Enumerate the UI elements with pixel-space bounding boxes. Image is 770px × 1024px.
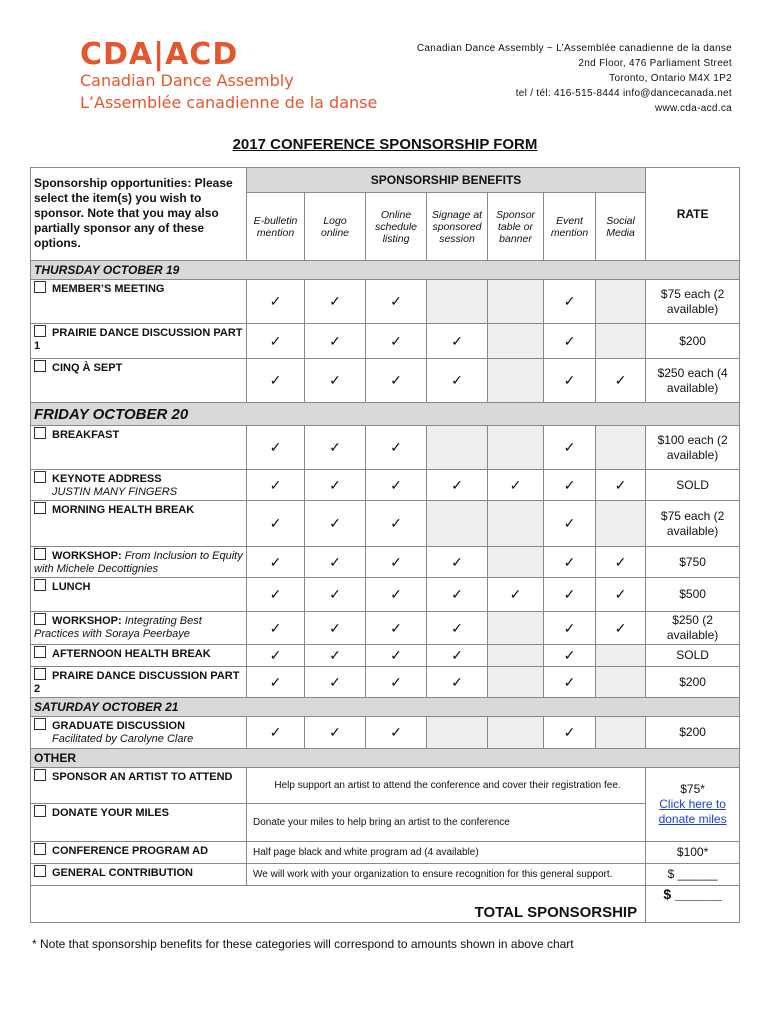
checkmark: ✓ <box>427 645 488 667</box>
checkbox[interactable] <box>34 718 46 730</box>
table-row: MORNING HEALTH BREAK ✓ ✓ ✓ ✓ $75 each (2 available) <box>31 501 740 547</box>
empty-cell <box>596 426 646 470</box>
checkmark: ✓ <box>247 717 305 749</box>
checkmark: ✓ <box>366 547 427 578</box>
checkmark: ✓ <box>544 717 596 749</box>
checkmark: ✓ <box>596 470 646 501</box>
checkmark: ✓ <box>305 578 366 612</box>
table-row: CINQ À SEPT ✓ ✓ ✓ ✓ ✓ ✓ $250 each (4 available) <box>31 359 740 403</box>
checkmark: ✓ <box>427 578 488 612</box>
section-friday: FRIDAY OCTOBER 20 <box>31 403 740 426</box>
address-line: Canadian Dance Assembly ~ L’Assemblée canadienne de la danse <box>416 43 732 54</box>
sponsorship-table <box>30 167 740 923</box>
empty-cell <box>596 280 646 324</box>
checkbox[interactable] <box>34 427 46 439</box>
logo-mark: CDA|ACD <box>80 37 239 72</box>
checkmark: ✓ <box>305 667 366 698</box>
empty-cell <box>488 667 544 698</box>
intro-text: Sponsorship opportunities: Please select the item(s) you wish to sponsor. Note that you may also partially sponsor any of these options. <box>31 168 247 261</box>
table-row: PRAIRE DANCE DISCUSSION PART 2 ✓ ✓ ✓ ✓ ✓ $200 <box>31 667 740 698</box>
table-row: DONATE YOUR MILES Donate your miles to help bring an artist to the conference <box>31 804 740 842</box>
benefit-col: Logo online <box>305 193 366 261</box>
checkmark: ✓ <box>366 280 427 324</box>
empty-cell <box>488 426 544 470</box>
checkmark: ✓ <box>544 612 596 645</box>
checkmark: ✓ <box>366 645 427 667</box>
checkmark: ✓ <box>596 578 646 612</box>
table-row: SPONSOR AN ARTIST TO ATTEND Help support an artist to attend the conference and cover their registration fee. $75* Click here to donate miles <box>31 768 740 804</box>
address-line: Toronto, Ontario M4X 1P2 <box>609 73 732 84</box>
benefits-header: SPONSORSHIP BENEFITS <box>247 168 646 193</box>
checkbox[interactable] <box>34 843 46 855</box>
benefit-col: Signage at sponsored session <box>427 193 488 261</box>
checkmark: ✓ <box>305 470 366 501</box>
checkbox[interactable] <box>34 646 46 658</box>
checkmark: ✓ <box>305 324 366 359</box>
checkmark: ✓ <box>366 578 427 612</box>
checkmark: ✓ <box>247 470 305 501</box>
total-amount[interactable]: $ ______ <box>646 886 740 923</box>
checkbox[interactable] <box>34 325 46 337</box>
org-name-en: Canadian Dance Assembly <box>80 71 294 90</box>
table-row: GENERAL CONTRIBUTION We will work with your organization to ensure recognition for this general support. $ ______ <box>31 864 740 886</box>
empty-cell <box>488 717 544 749</box>
checkmark: ✓ <box>305 612 366 645</box>
empty-cell <box>488 645 544 667</box>
checkmark: ✓ <box>366 426 427 470</box>
empty-cell <box>427 280 488 324</box>
checkbox[interactable] <box>34 502 46 514</box>
checkbox[interactable] <box>34 471 46 483</box>
checkmark: ✓ <box>366 359 427 403</box>
table-row: GRADUATE DISCUSSION Facilitated by Carolyne Clare ✓ ✓ ✓ ✓ $200 <box>31 717 740 749</box>
checkmark: ✓ <box>427 667 488 698</box>
empty-cell <box>488 501 544 547</box>
checkmark: ✓ <box>366 324 427 359</box>
checkmark: ✓ <box>366 667 427 698</box>
checkbox[interactable] <box>34 613 46 625</box>
checkmark: ✓ <box>366 717 427 749</box>
address-line: www.cda-acd.ca <box>654 103 732 114</box>
checkmark: ✓ <box>247 426 305 470</box>
table-row: WORKSHOP: From Inclusion to Equity with Michele Decottignies ✓ ✓ ✓ ✓ ✓ ✓ $750 <box>31 547 740 578</box>
empty-cell <box>596 645 646 667</box>
checkmark: ✓ <box>366 470 427 501</box>
empty-cell <box>488 280 544 324</box>
checkmark: ✓ <box>247 547 305 578</box>
org-address <box>417 41 732 116</box>
empty-cell <box>488 324 544 359</box>
checkmark: ✓ <box>247 280 305 324</box>
checkmark: ✓ <box>305 645 366 667</box>
table-row: PRAIRIE DANCE DISCUSSION PART 1 ✓ ✓ ✓ ✓ ✓ $200 <box>31 324 740 359</box>
checkmark: ✓ <box>247 501 305 547</box>
checkbox[interactable] <box>34 360 46 372</box>
empty-cell <box>427 426 488 470</box>
checkmark: ✓ <box>596 359 646 403</box>
address-line: 2nd Floor, 476 Parliament Street <box>578 58 732 69</box>
checkmark: ✓ <box>427 612 488 645</box>
address-line: tel / tél: 416-515-8444 info@dancecanada.net <box>515 88 732 99</box>
checkmark: ✓ <box>488 470 544 501</box>
donate-miles-link[interactable]: Click here to donate miles <box>658 797 727 826</box>
checkbox[interactable] <box>34 805 46 817</box>
table-row: CONFERENCE PROGRAM AD Half page black and white program ad (4 available) $100* <box>31 842 740 864</box>
checkmark: ✓ <box>544 667 596 698</box>
form-title: 2017 CONFERENCE SPONSORSHIP FORM <box>232 136 538 153</box>
checkmark: ✓ <box>596 547 646 578</box>
checkmark: ✓ <box>544 501 596 547</box>
checkmark: ✓ <box>544 359 596 403</box>
checkmark: ✓ <box>596 612 646 645</box>
benefit-col: Online schedule listing <box>366 193 427 261</box>
checkmark: ✓ <box>305 501 366 547</box>
checkmark: ✓ <box>247 667 305 698</box>
checkbox[interactable] <box>34 865 46 877</box>
benefit-col: Sponsor table or banner <box>488 193 544 261</box>
footnote: * Note that sponsorship benefits for these categories will correspond to amounts shown in above chart <box>32 937 574 951</box>
empty-cell <box>596 667 646 698</box>
rate-value: $75* <box>680 782 705 796</box>
checkmark: ✓ <box>247 645 305 667</box>
checkmark: ✓ <box>488 578 544 612</box>
rate-header: RATE <box>646 168 740 261</box>
section-other: OTHER <box>31 749 740 768</box>
empty-cell <box>427 717 488 749</box>
general-contribution-amount[interactable]: $ ______ <box>646 864 740 886</box>
checkmark: ✓ <box>305 717 366 749</box>
checkmark: ✓ <box>544 547 596 578</box>
checkmark: ✓ <box>427 547 488 578</box>
total-row <box>31 886 740 923</box>
section-saturday: SATURDAY OCTOBER 21 <box>31 698 740 717</box>
checkmark: ✓ <box>427 470 488 501</box>
checkbox[interactable] <box>34 769 46 781</box>
table-row: MEMBER’S MEETING ✓ ✓ ✓ ✓ $75 each (2 available) <box>31 280 740 324</box>
total-label: TOTAL SPONSORSHIP <box>31 886 646 923</box>
empty-cell <box>596 324 646 359</box>
checkmark: ✓ <box>544 324 596 359</box>
table-row: KEYNOTE ADDRESS JUSTIN MANY FINGERS ✓ ✓ ✓ ✓ ✓ ✓ ✓ SOLD <box>31 470 740 501</box>
checkmark: ✓ <box>305 359 366 403</box>
checkmark: ✓ <box>247 359 305 403</box>
checkbox[interactable] <box>34 548 46 560</box>
table-row: WORKSHOP: Integrating Best Practices with Soraya Peerbaye ✓ ✓ ✓ ✓ ✓ ✓ $250 (2 available) <box>31 612 740 645</box>
checkmark: ✓ <box>305 547 366 578</box>
checkmark: ✓ <box>366 612 427 645</box>
benefit-col: E-bulletin mention <box>247 193 305 261</box>
table-row: AFTERNOON HEALTH BREAK ✓ ✓ ✓ ✓ ✓ SOLD <box>31 645 740 667</box>
checkmark: ✓ <box>544 426 596 470</box>
empty-cell <box>488 612 544 645</box>
checkmark: ✓ <box>305 426 366 470</box>
empty-cell <box>596 717 646 749</box>
benefit-col: Social Media <box>596 193 646 261</box>
checkmark: ✓ <box>247 578 305 612</box>
checkmark: ✓ <box>305 280 366 324</box>
checkmark: ✓ <box>544 470 596 501</box>
section-thursday: THURSDAY OCTOBER 19 <box>31 261 740 280</box>
table-row: LUNCH ✓ ✓ ✓ ✓ ✓ ✓ ✓ $500 <box>31 578 740 612</box>
checkmark: ✓ <box>366 501 427 547</box>
checkbox[interactable] <box>34 579 46 591</box>
checkmark: ✓ <box>247 324 305 359</box>
empty-cell <box>488 547 544 578</box>
empty-cell <box>488 359 544 403</box>
checkmark: ✓ <box>544 280 596 324</box>
checkbox[interactable] <box>34 281 46 293</box>
checkmark: ✓ <box>544 645 596 667</box>
empty-cell <box>596 501 646 547</box>
benefit-col: Event mention <box>544 193 596 261</box>
checkmark: ✓ <box>544 578 596 612</box>
org-name-fr: L’Assemblée canadienne de la danse <box>80 93 378 112</box>
checkmark: ✓ <box>247 612 305 645</box>
table-row: BREAKFAST ✓ ✓ ✓ ✓ $100 each (2 available) <box>31 426 740 470</box>
checkmark: ✓ <box>427 324 488 359</box>
org-logo <box>80 37 378 114</box>
checkbox[interactable] <box>34 668 46 680</box>
empty-cell <box>427 501 488 547</box>
checkmark: ✓ <box>427 359 488 403</box>
